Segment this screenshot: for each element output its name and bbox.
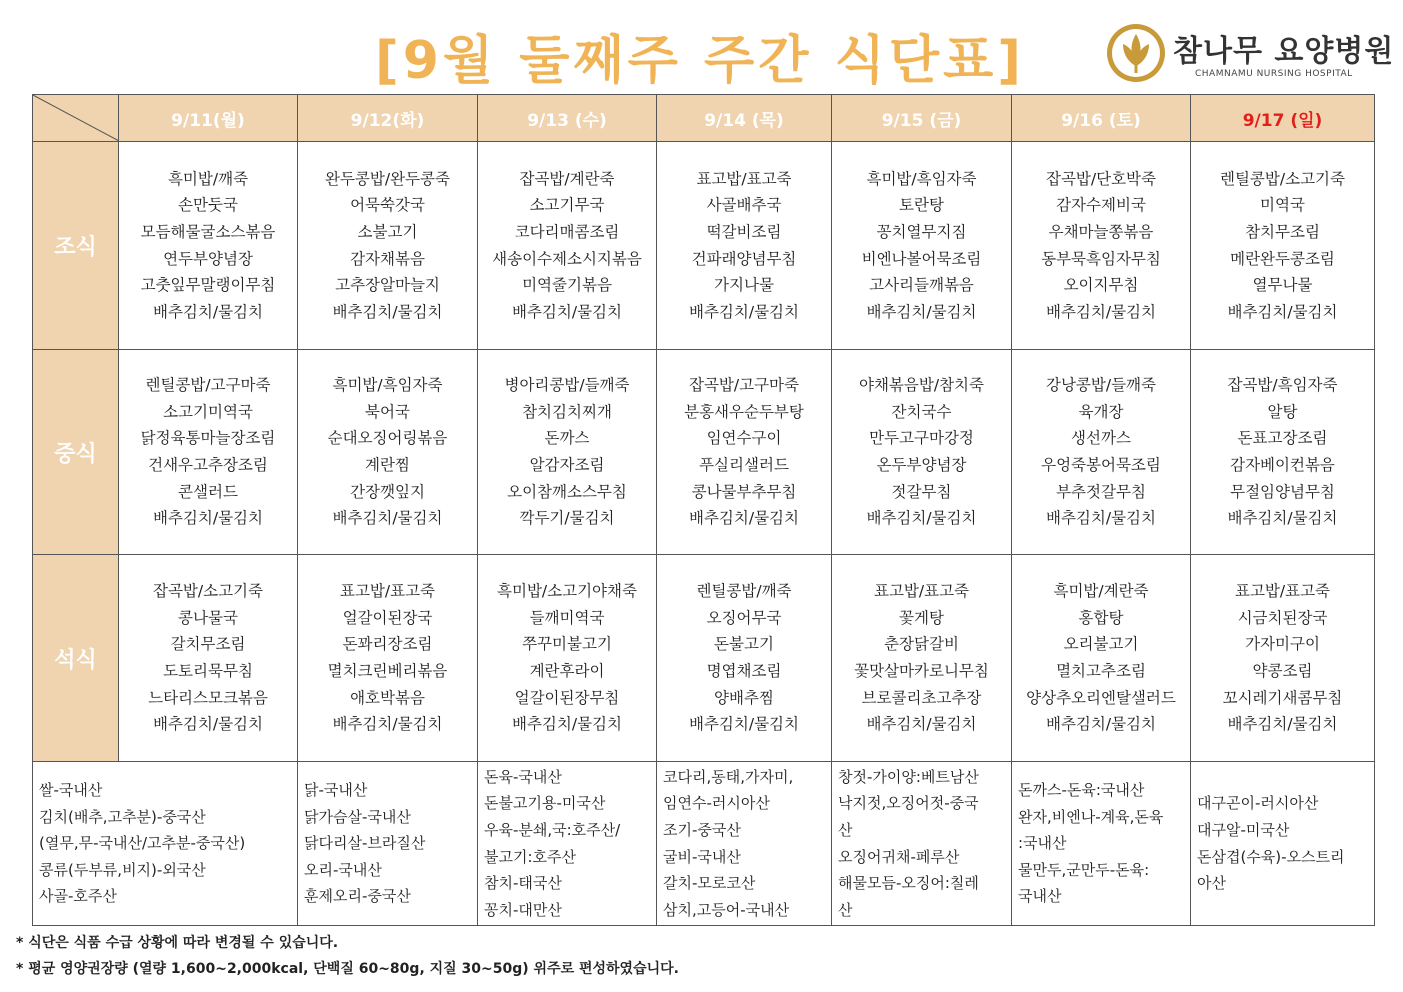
menu-item: 해물모듬-오징어:칠레: [838, 874, 979, 893]
menu-item: 낙지젓,오징어젓-중국: [838, 794, 979, 813]
menu-item: 사골배추국: [706, 196, 782, 215]
menu-item: 감자채볶음: [350, 249, 425, 268]
day-header-fri: 9/15 (금): [832, 95, 1012, 142]
menu-item: 배추김치/물김치: [866, 302, 977, 321]
menu-item: 얼갈이된장무침: [514, 688, 620, 707]
menu-item: 오리불고기: [1063, 635, 1139, 654]
menu-item: 흑미밥/계란죽: [1053, 582, 1149, 601]
menu-item: 갈치무조림: [170, 635, 246, 654]
menu-item: 닭다리살-브라질산: [304, 834, 426, 853]
menu-item: 배추김치/물김치: [152, 715, 264, 734]
menu-item: 배추김치/물김치: [152, 302, 264, 321]
logo-name: 참나무 요양병원: [1173, 34, 1395, 69]
menu-item: 굴비-국내산: [663, 847, 741, 866]
menu-item: 사골-호주산: [39, 887, 117, 906]
menu-item: 대구곤이-러시아산: [1197, 794, 1319, 813]
origin-row: [33, 762, 1375, 926]
menu-item: 멸치크린베리볶음: [327, 662, 448, 680]
menu-item: 홍합탕: [1078, 608, 1124, 627]
weekly-menu-table: [32, 94, 1375, 926]
menu-item: 우엉죽봉어묵조림: [1041, 456, 1161, 474]
menu-item: 콩류(두부류,비지)-외국산: [39, 860, 206, 879]
menu-item: 배추김치/물김치: [866, 715, 977, 734]
menu-cell: [298, 555, 478, 762]
menu-item: 임연수구이: [706, 429, 782, 448]
menu-item: 표고밥/표고죽: [339, 582, 436, 601]
menu-item: 만두고구마강정: [869, 429, 974, 448]
origin-cell: [657, 762, 832, 926]
page-title: [9월 둘째주 주간 식단표]: [374, 31, 1026, 91]
menu-item: 흑미밥/소고기야채죽: [497, 582, 637, 601]
menu-item: 배추김치/물김치: [688, 302, 800, 321]
menu-item: 배추김치/물김치: [1045, 302, 1157, 321]
menu-cell: [832, 142, 1012, 350]
menu-item: 들깨미역국: [529, 608, 605, 627]
menu-item: 약콩조림: [1252, 662, 1313, 680]
menu-item: 배추김치/물김치: [332, 715, 443, 734]
meal-label-dinner: 석식: [33, 555, 119, 762]
menu-item: 흑미밥/깨죽: [167, 169, 249, 188]
menu-item: 훈제오리-중국산: [304, 887, 411, 906]
menu-item: 흑미밥/흑임자죽: [866, 169, 977, 188]
day-header-wed: 9/13 (수): [478, 95, 657, 142]
menu-item: 고춧잎무말랭이무침: [140, 276, 276, 295]
leaf-emblem-icon: [1105, 22, 1167, 84]
menu-item: 표고밥/표고죽: [1234, 582, 1331, 601]
origin-cell: [1191, 762, 1375, 926]
lunch-row: [33, 350, 1375, 555]
menu-item: 잡곡밥/소고기죽: [152, 582, 264, 601]
menu-item: 젓갈무침: [891, 482, 952, 501]
menu-cell: [1012, 555, 1191, 762]
menu-cell: [832, 350, 1012, 555]
origin-cell: [298, 762, 478, 926]
menu-item: 배추김치/물김치: [152, 509, 264, 528]
menu-item: 조기-중국산: [663, 820, 741, 839]
menu-item: 돈꽈리장조림: [342, 635, 433, 654]
menu-item: 오이지무침: [1063, 276, 1139, 295]
menu-item: 창젓-가이양:베트남산: [838, 767, 979, 786]
menu-item: 토란탕: [899, 196, 944, 215]
menu-item: 콩나물국: [178, 608, 238, 627]
menu-item: 순대오징어링볶음: [327, 429, 448, 448]
menu-item: 흑미밥/흑임자죽: [332, 376, 443, 395]
menu-cell: [1012, 142, 1191, 350]
menu-cell: [1191, 555, 1375, 762]
day-header-sat: 9/16 (토): [1012, 95, 1191, 142]
menu-item: 배추김치/물김치: [1227, 715, 1338, 734]
menu-item: 참치무조림: [1245, 222, 1320, 241]
menu-item: 코다리매콤조림: [514, 222, 620, 241]
menu-cell: [119, 142, 298, 350]
menu-item: 푸실리샐러드: [699, 456, 789, 474]
menu-item: 대구알-미국산: [1197, 820, 1290, 839]
menu-item: 간장깻잎지: [350, 482, 425, 501]
menu-item: 배추김치/물김치: [511, 715, 623, 734]
menu-item: 쌀-국내산: [39, 781, 103, 800]
menu-item: 알감자조림: [529, 456, 605, 474]
menu-item: 양배추찜: [714, 688, 774, 707]
menu-item: 코다리,동태,가자미,: [663, 767, 794, 786]
menu-item: 배추김치/물김치: [1045, 715, 1157, 734]
menu-item: 고사리들깨볶음: [869, 276, 974, 295]
menu-item: 잡곡밥/단호박죽: [1045, 169, 1157, 188]
day-header-thu: 9/14 (목): [657, 95, 832, 142]
menu-item: 꽁치열무지짐: [876, 222, 967, 241]
menu-cell: [1012, 350, 1191, 555]
menu-cell: [119, 555, 298, 762]
menu-item: 꽁치-대만산: [484, 900, 562, 919]
menu-item: 아산: [1197, 874, 1226, 893]
menu-item: 감자베이컨볶음: [1230, 456, 1335, 474]
menu-item: 꽃게탕: [899, 608, 944, 627]
menu-item: 생선까스: [1071, 429, 1131, 448]
menu-cell: [478, 142, 657, 350]
menu-item: 미역줄기볶음: [522, 276, 612, 295]
menu-item: 갈치-모로코산: [663, 874, 756, 893]
menu-cell: [1191, 350, 1375, 555]
logo-subtitle: CHAMNAMU NURSING HOSPITAL: [1195, 69, 1353, 79]
menu-item: 얼갈이된장국: [342, 608, 433, 627]
menu-item: 배추김치/물김치: [866, 509, 977, 528]
menu-cell: [478, 350, 657, 555]
menu-item: 배추김치/물김치: [1227, 302, 1338, 321]
menu-item: 배추김치/물김치: [1227, 509, 1338, 528]
menu-item: 열무나물: [1252, 276, 1313, 295]
menu-item: 잡곡밥/고구마죽: [688, 376, 800, 395]
menu-item: 오징어무국: [706, 608, 782, 627]
menu-item: 쭈꾸미불고기: [522, 635, 612, 654]
day-header-tue: 9/12(화): [298, 95, 478, 142]
menu-item: 닭정육통마늘장조림: [140, 429, 276, 448]
menu-item: 야채볶음밥/참치죽: [858, 376, 984, 395]
menu-item: 완두콩밥/완두콩죽: [324, 169, 450, 188]
menu-item: 완자,비엔나-계육,돈육: [1018, 807, 1164, 826]
menu-item: 배추김치/물김치: [688, 509, 800, 528]
menu-cell: [657, 555, 832, 762]
menu-item: 북어국: [365, 402, 410, 421]
menu-item: 멸치고추조림: [1056, 662, 1146, 680]
menu-cell: [119, 350, 298, 555]
menu-item: 돈불고기용-미국산: [484, 794, 606, 813]
menu-item: 참치김치찌개: [522, 402, 612, 421]
meal-label-lunch: 중식: [33, 350, 119, 555]
menu-item: 어묵쑥갓국: [350, 196, 425, 215]
menu-cell: [298, 350, 478, 555]
menu-item: 잡곡밥/흑임자죽: [1227, 376, 1338, 395]
menu-item: 삼치,고등어-국내산: [663, 900, 790, 919]
menu-item: 콘샐러드: [178, 482, 238, 501]
menu-item: 오이참깨소스무침: [507, 482, 627, 501]
menu-item: 감자수제비국: [1056, 196, 1146, 215]
menu-item: :국내산: [1018, 834, 1067, 853]
header-row: [33, 95, 1375, 142]
menu-item: 동부묵흑임자무침: [1041, 249, 1161, 268]
menu-item: 가자미구이: [1245, 635, 1320, 654]
menu-item: 우육-분쇄,국:호주산/: [484, 820, 621, 839]
diagonal-line: [33, 95, 119, 141]
menu-item: 국내산: [1018, 887, 1062, 906]
menu-item: 명엽채조림: [706, 662, 782, 680]
menu-item: 알탕: [1267, 402, 1298, 421]
menu-item: 애호박볶음: [350, 688, 425, 707]
meal-label-breakfast: 조식: [33, 142, 119, 350]
menu-item: 손만둣국: [178, 196, 238, 215]
menu-item: 김치(배추,고추분)-중국산: [39, 807, 206, 826]
menu-item: 미역국: [1260, 196, 1305, 215]
menu-item: 돈삼겹(수육)-오스트리: [1197, 847, 1345, 866]
menu-cell: [478, 555, 657, 762]
menu-item: 오징어귀채-페루산: [838, 847, 960, 866]
menu-item: 꽃맛살마카로니무침: [854, 662, 989, 680]
menu-item: 닭가슴살-국내산: [304, 807, 411, 826]
menu-item: 렌틸콩밥/소고기죽: [1219, 169, 1345, 188]
menu-item: 소불고기: [357, 222, 418, 241]
note-supply: * 식단은 식품 수급 상황에 따라 변경될 수 있습니다.: [16, 935, 339, 951]
menu-item: 배추김치/물김치: [688, 715, 800, 734]
menu-item: 모듬해물굴소스볶음: [140, 222, 276, 241]
menu-item: 가지나물: [714, 276, 774, 295]
menu-cell: [832, 555, 1012, 762]
day-header-mon: 9/11(월): [119, 95, 298, 142]
menu-item: 잔치국수: [891, 402, 952, 421]
menu-item: 배추김치/물김치: [1045, 509, 1157, 528]
menu-item: 돈표고장조림: [1237, 429, 1328, 448]
menu-item: 배추김치/물김치: [332, 509, 443, 528]
menu-item: 표고밥/표고죽: [873, 582, 970, 601]
origin-cell: [478, 762, 657, 926]
menu-item: 꼬시레기새콤무침: [1222, 688, 1343, 707]
menu-item: 콩나물부추무침: [691, 482, 797, 501]
menu-item: 돈육-국내산: [484, 767, 562, 786]
menu-item: 배추김치/물김치: [511, 302, 623, 321]
menu-item: 부추젓갈무침: [1056, 482, 1146, 501]
menu-item: 양상추오리엔탈샐러드: [1026, 688, 1176, 707]
menu-cell: [298, 142, 478, 350]
corner-cell: [33, 95, 119, 142]
origin-cell: [832, 762, 1012, 926]
menu-item: 돈까스-돈육:국내산: [1018, 781, 1145, 800]
menu-item: 계란찜: [365, 456, 410, 474]
menu-item: 소고기무국: [529, 196, 605, 215]
menu-cell: [657, 142, 832, 350]
menu-item: 임연수-러시아산: [663, 794, 770, 813]
menu-item: 배추김치/물김치: [332, 302, 443, 321]
menu-item: 오리-국내산: [304, 860, 382, 879]
menu-item: 병아리콩밥/들깨죽: [504, 376, 630, 395]
menu-item: 소고기미역국: [163, 402, 253, 421]
menu-item: 계란후라이: [529, 662, 605, 680]
menu-item: 춘장닭갈비: [884, 635, 959, 654]
origin-cell: [33, 762, 298, 926]
menu-item: 잡곡밥/계란죽: [519, 169, 615, 188]
menu-cell: [657, 350, 832, 555]
note-nutrition: * 평균 영양권장량 (열량 1,600~2,000kcal, 단백질 60~80g, 지질 30~50g) 위주로 편성하였습니다.: [16, 961, 679, 977]
day-header-sun: 9/17 (일): [1191, 95, 1375, 142]
menu-item: 건새우고추장조림: [148, 456, 268, 474]
menu-item: 불고기:호주산: [484, 847, 576, 866]
menu-item: 돈까스: [544, 429, 590, 448]
menu-item: 연두부양념장: [163, 249, 253, 268]
menu-item: 닭-국내산: [304, 781, 368, 800]
menu-item: 온두부양념장: [876, 456, 967, 474]
breakfast-row: [33, 142, 1375, 350]
menu-item: (열무,무-국내산/고추분-중국산): [39, 834, 246, 853]
dinner-row: [33, 555, 1375, 762]
menu-item: 느타리스모크볶음: [148, 688, 268, 707]
menu-item: 무절임양념무침: [1230, 482, 1335, 501]
menu-item: 메란완두콩조림: [1230, 249, 1335, 268]
menu-item: 산: [838, 820, 853, 839]
menu-item: 브로콜리초고추장: [861, 688, 982, 707]
menu-item: 떡갈비조림: [706, 222, 782, 241]
hospital-logo: [1105, 22, 1395, 86]
menu-item: 렌틸콩밥/고구마죽: [145, 376, 271, 395]
menu-item: 새송이수제소시지볶음: [492, 249, 642, 268]
menu-item: 우채마늘쫑볶음: [1048, 222, 1154, 241]
menu-item: 렌틸콩밥/깨죽: [696, 582, 792, 601]
menu-item: 깍두기/물김치: [519, 509, 615, 528]
menu-item: 고추장알마늘지: [335, 276, 440, 295]
origin-cell: [1012, 762, 1191, 926]
menu-item: 표고밥/표고죽: [696, 169, 792, 188]
menu-item: 육개장: [1078, 402, 1124, 421]
menu-item: 시금치된장국: [1237, 608, 1328, 627]
menu-item: 물만두,군만두-돈육:: [1018, 860, 1150, 879]
menu-cell: [1191, 142, 1375, 350]
menu-item: 참치-태국산: [484, 874, 562, 893]
menu-item: 건파래양념무침: [691, 249, 797, 268]
menu-item: 비엔나볼어묵조림: [861, 249, 982, 268]
menu-item: 도토리묵무침: [163, 662, 253, 680]
menu-item: 산: [838, 900, 853, 919]
menu-item: 분홍새우순두부탕: [684, 402, 804, 421]
menu-item: 돈불고기: [714, 635, 774, 654]
menu-item: 강낭콩밥/들깨죽: [1045, 376, 1157, 395]
